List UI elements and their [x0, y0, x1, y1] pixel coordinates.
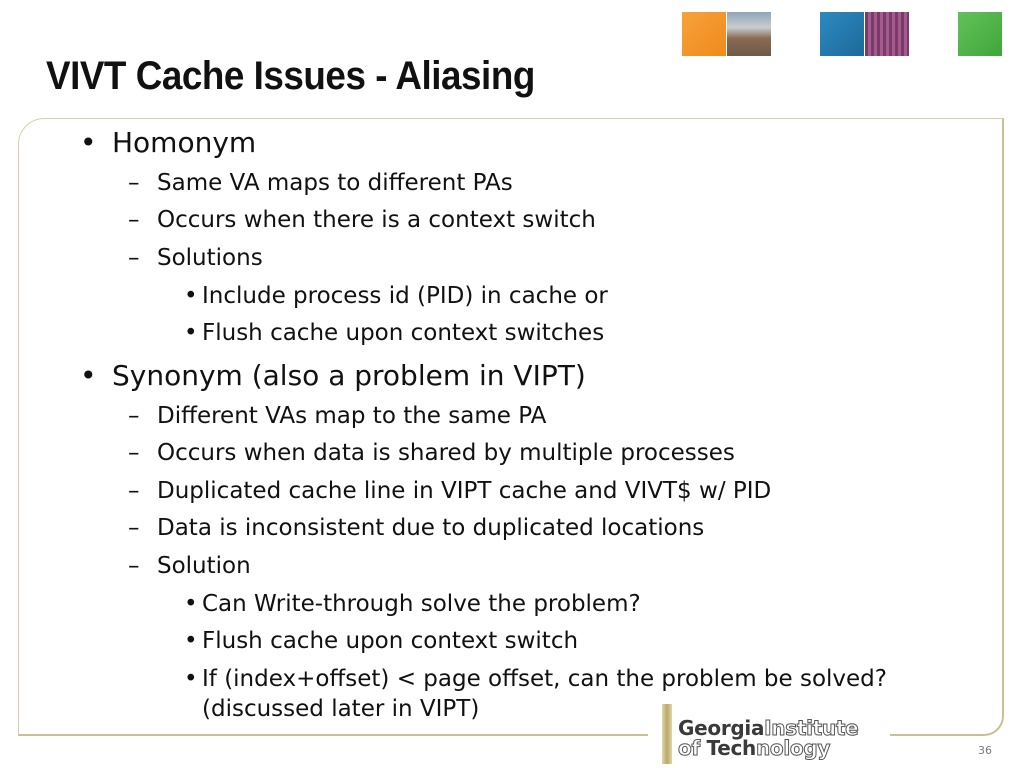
dash-marker: –: [128, 553, 140, 579]
list-item: [128, 440, 735, 466]
dash-marker: –: [128, 170, 140, 196]
dash-marker: –: [128, 245, 140, 271]
list-item: [128, 207, 596, 233]
bullet-text-continuation: (discussed later in VIPT): [202, 696, 480, 722]
green-square-decoration: [958, 12, 1002, 56]
list-item: [184, 666, 887, 692]
bullet-text: Different VAs map to the same PA: [157, 403, 547, 429]
list-item: [128, 245, 263, 271]
logo-tower-icon: [662, 704, 672, 764]
list-item: [128, 515, 705, 541]
bullet-text: Flush cache upon context switches: [202, 320, 605, 346]
logo-line-2: [678, 736, 830, 760]
dash-marker: –: [128, 403, 140, 429]
bullet-text: Same VA maps to different PAs: [157, 170, 513, 196]
bullet-text: Can Write-through solve the problem?: [202, 591, 641, 617]
bullet-text: Data is inconsistent due to duplicated locations: [157, 515, 705, 541]
dot-marker: •: [184, 320, 198, 346]
header-thumbnails: [0, 12, 1024, 58]
list-item: [184, 283, 608, 309]
bullet-marker: •: [80, 359, 97, 392]
blue-square-decoration: [820, 12, 864, 56]
dot-marker: •: [184, 666, 198, 692]
logo-word-institute: Institute: [764, 716, 859, 740]
list-item: [128, 170, 513, 196]
list-item: [128, 553, 251, 579]
dash-marker: –: [128, 440, 140, 466]
dot-marker: •: [184, 591, 198, 617]
list-item: [128, 478, 772, 504]
bullet-text: If (index+offset) < page offset, can the problem be solved?: [202, 666, 887, 692]
dot-marker: •: [184, 283, 198, 309]
logo-word-of: of: [678, 736, 707, 760]
bullet-text: Synonym (also a problem in VIPT): [112, 359, 586, 392]
list-item: [184, 320, 605, 346]
list-item: [80, 359, 586, 392]
list-item: [80, 126, 257, 159]
logo-word-georgia: Georgia: [678, 716, 765, 740]
bullet-text: Include process id (PID) in cache or: [202, 283, 608, 309]
dot-marker: •: [184, 628, 198, 654]
dash-marker: –: [128, 478, 140, 504]
bullet-text: Occurs when data is shared by multiple processes: [157, 440, 735, 466]
circuit-photo-thumbnail: [865, 12, 909, 56]
campus-photo-thumbnail: [727, 12, 771, 56]
slide-title: VIVT Cache Issues - Aliasing: [46, 54, 535, 98]
bullet-text: Solution: [157, 553, 251, 579]
logo-word-tech: Tech: [706, 736, 756, 760]
bullet-marker: •: [80, 126, 97, 159]
list-item: [184, 628, 579, 654]
dash-marker: –: [128, 207, 140, 233]
orange-square-decoration: [682, 12, 726, 56]
georgia-tech-logo: [648, 704, 890, 768]
page-number: 36: [978, 744, 992, 757]
bullet-text: Duplicated cache line in VIPT cache and VIVT$ w/ PID: [157, 478, 772, 504]
list-item: [184, 591, 641, 617]
bullet-text: Flush cache upon context switch: [202, 628, 579, 654]
bullet-text: Homonym: [112, 126, 257, 159]
bullet-text: Occurs when there is a context switch: [157, 207, 596, 233]
bullet-text: Solutions: [157, 245, 263, 271]
dash-marker: –: [128, 515, 140, 541]
logo-word-nology: nology: [755, 736, 831, 760]
list-item: [128, 403, 547, 429]
